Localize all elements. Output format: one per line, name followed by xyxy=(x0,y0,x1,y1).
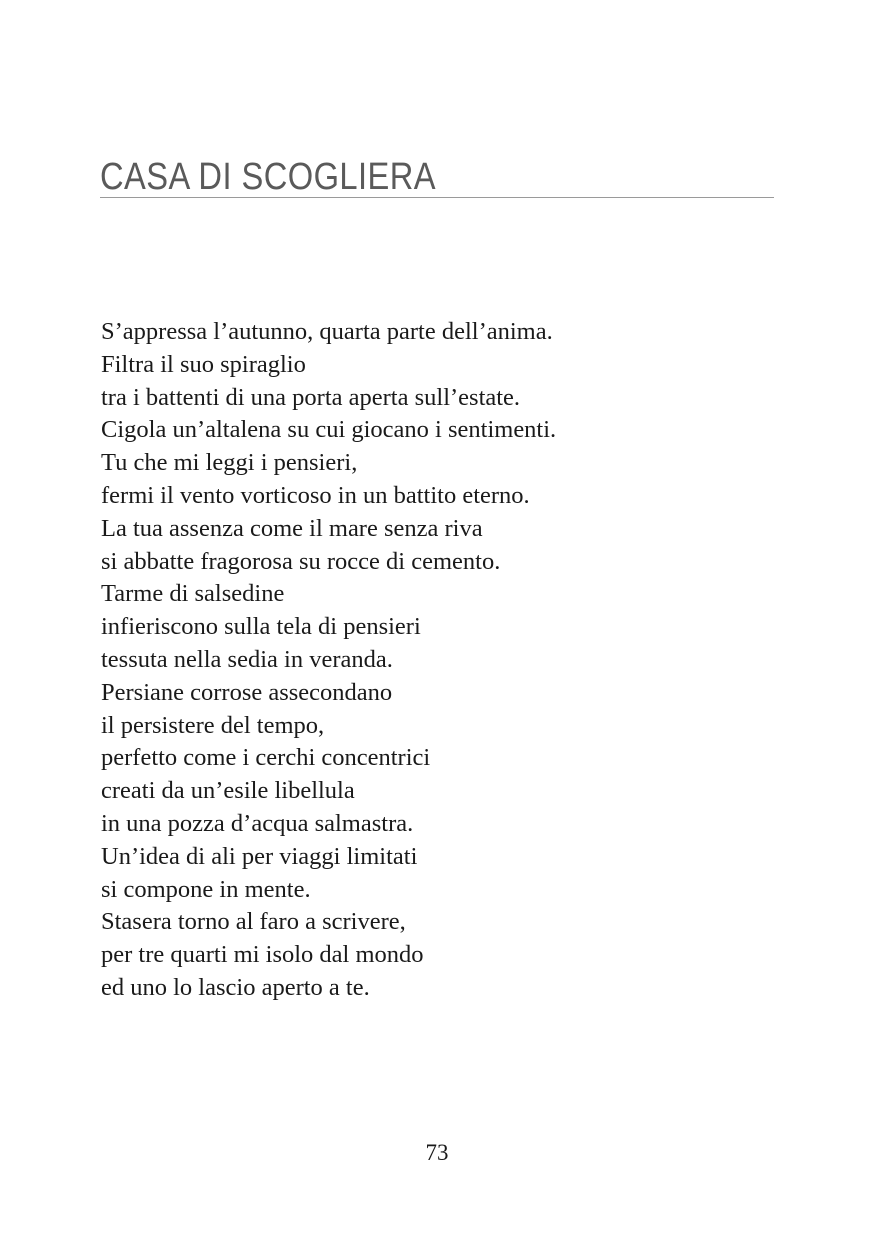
poem-line: Cigola un’altalena su cui giocano i sentimenti. xyxy=(101,416,557,444)
poem-line: tessuta nella sedia in veranda. xyxy=(101,645,393,673)
page-number: 73 xyxy=(425,1140,449,1165)
poem-line: ed uno lo lascio aperto a te. xyxy=(101,973,370,1001)
title-underline-rule xyxy=(100,197,774,198)
poem-line: Un’idea di ali per viaggi limitati xyxy=(101,842,418,870)
page-title: CASA DI SCOGLIERA xyxy=(100,156,437,198)
poem-line: S’appressa l’autunno, quarta parte dell’anima. xyxy=(101,318,553,345)
poem-body xyxy=(101,316,556,1005)
poem-line: in una pozza d’acqua salmastra. xyxy=(101,809,414,837)
poem-line: infieriscono sulla tela di pensieri xyxy=(101,613,421,641)
poem-line: creati da un’esile libellula xyxy=(101,777,355,805)
poem-line: La tua assenza come il mare senza riva xyxy=(101,514,483,542)
poem-line: tra i battenti di una porta aperta sull’estate. xyxy=(101,383,521,411)
poem-line: Tu che mi leggi i pensieri, xyxy=(101,449,358,477)
poem-line: Stasera torno al faro a scrivere, xyxy=(101,908,406,936)
poem-line: il persistere del tempo, xyxy=(101,711,325,739)
poem-line: si compone in mente. xyxy=(101,875,311,903)
poem-line: Filtra il suo spiraglio xyxy=(101,350,306,378)
poem-line: si abbatte fragorosa su rocce di cemento. xyxy=(101,547,501,575)
poem-line: perfetto come i cerchi concentrici xyxy=(101,744,431,772)
poem-line: Persiane corrose assecondano xyxy=(101,678,393,706)
poem-line: fermi il vento vorticoso in un battito eterno. xyxy=(101,481,530,509)
poem-line: Tarme di salsedine xyxy=(101,580,285,608)
poem-line: per tre quarti mi isolo dal mondo xyxy=(101,941,424,969)
